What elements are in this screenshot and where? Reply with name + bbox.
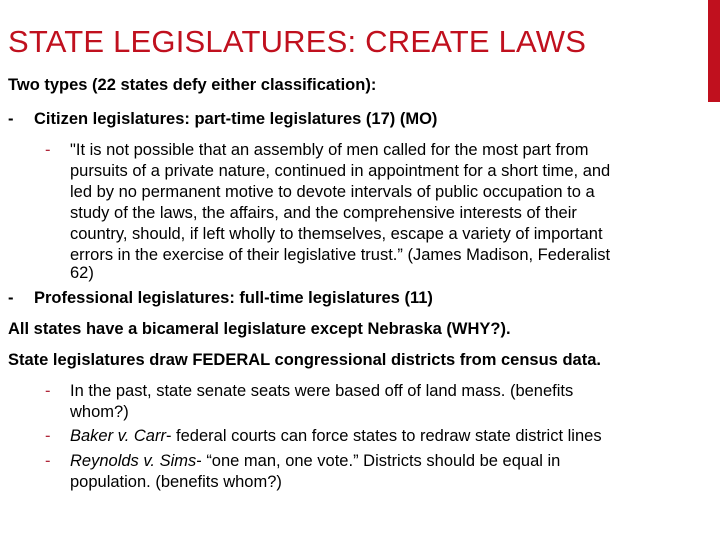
bicameral-text: All states have a bicameral legislature except Nebraska (WHY?). <box>8 320 511 338</box>
case-description: - “one man, one vote.” Districts should be equal in <box>196 452 561 470</box>
senate-text: In the past, state senate seats were based off of land mass. (benefits <box>70 382 574 400</box>
baker-v-carr-item <box>70 427 602 446</box>
citizen-legislatures-text: Citizen legislatures: part-time legislatures (17) (MO) <box>34 110 438 128</box>
quote-line: 62) <box>70 264 94 282</box>
quote-line: study of the laws, the affairs, and the comprehensive interests of their <box>70 204 577 222</box>
reynolds-v-sims-item <box>70 452 560 471</box>
senate-text: whom?) <box>70 403 129 421</box>
sub-bullet-dash: - <box>45 427 51 445</box>
quote-line: "It is not possible that an assembly of men called for the most part from <box>70 141 589 159</box>
quote-line: pursuits of a private nature, continued in appointment for a short time, and <box>70 162 611 180</box>
sub-bullet-dash: - <box>45 382 51 400</box>
reynolds-continuation: population. (benefits whom?) <box>70 473 282 491</box>
quote-line: led by no permanent motive to devote intervals of public occupation to a <box>70 183 595 201</box>
quote-line: country, should, if left wholly to themselves, escape a variety of important <box>70 225 603 243</box>
districts-text: State legislatures draw FEDERAL congressional districts from census data. <box>8 351 601 369</box>
sub-bullet-dash: - <box>45 452 51 470</box>
bullet-dash: - <box>8 110 14 128</box>
case-description: - federal courts can force states to redraw state district lines <box>165 427 602 445</box>
quote-line: errors in the exercise of their legislative trust.” (James Madison, Federalist <box>70 246 611 264</box>
intro-text: Two types (22 states defy either classification): <box>8 76 377 94</box>
accent-bar <box>708 0 720 102</box>
case-name: Reynolds v. Sims <box>70 452 197 470</box>
case-name: Baker v. Carr <box>70 427 166 445</box>
professional-legislatures-text: Professional legislatures: full-time legislatures (11) <box>34 289 433 307</box>
slide-title: STATE LEGISLATURES: CREATE LAWS <box>8 24 587 59</box>
bullet-dash: - <box>8 289 14 307</box>
sub-bullet-dash: - <box>45 141 51 159</box>
